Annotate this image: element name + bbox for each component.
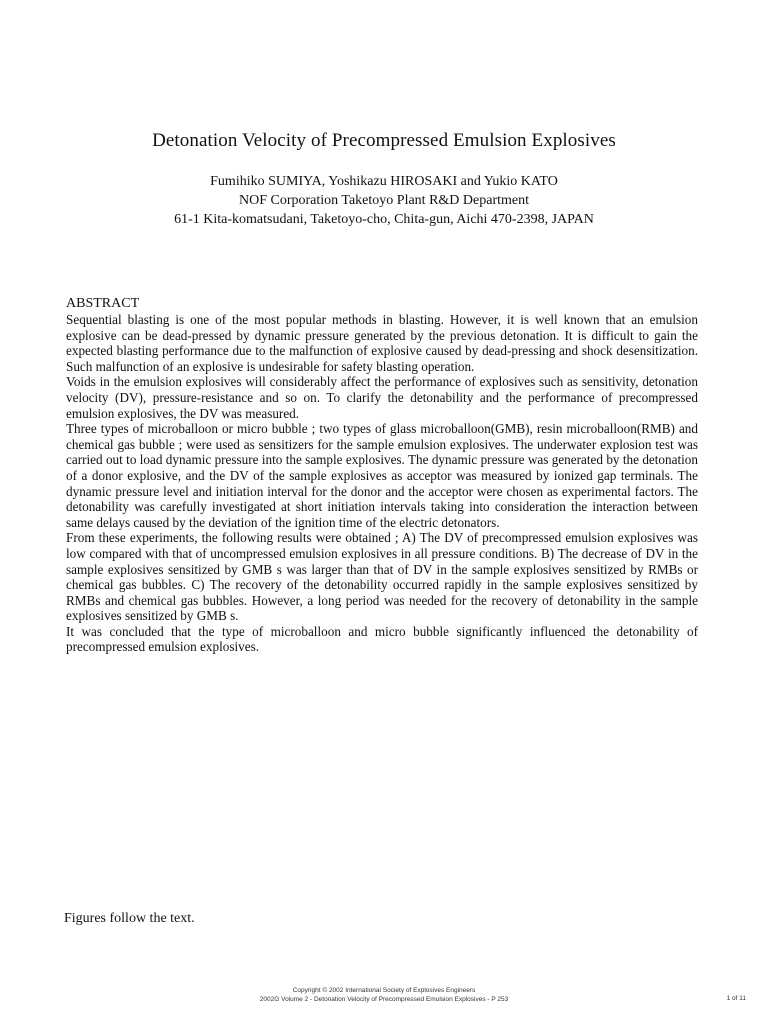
abstract-paragraph: Three types of microballoon or micro bubble ; two types of glass microballoon(GMB), resin microballoon(RMB) and chemical gas bubble ; were used as sensitizers for the sample emulsion explosives. The underwater explosion test was carried out to load dynamic pressure into the sample explosives. The dynamic pressure was generated by the detonation of a donor explosive, and the DV of the sample explosives as acceptor was measured by ionized gap terminals. The dynamic pressure level and initiation interval for the donor and the acceptor were chosen as experimental factors. The detonability was carefully investigated at short initiation intervals taking into consideration the interaction between same delays caused by the deviation of the ignition time of the electric detonators. bbox=[66, 421, 698, 530]
abstract-paragraph: From these experiments, the following results were obtained ; A) The DV of precompressed emulsion explosives was low compared with that of uncompressed emulsion explosives in all pressure conditions. B) The decrease of DV in the sample explosives sensitized by GMB s was larger than that of DV in the sample explosives sensitized by RMBs or chemical gas bubbles. C) The recovery of the detonability occurred rapidly in the sample explosives sensitized by RMBs and chemical gas bubbles. However, a long period was needed for the recovery of detonability in the sample explosives sensitized by GMB s. bbox=[66, 530, 698, 624]
abstract-paragraph: Sequential blasting is one of the most popular methods in blasting. However, it is well known that an emulsion explosive can be dead-pressed by dynamic pressure generated by the previous detonation. It is difficult to gain the expected blasting performance due to the malfunction of explosive caused by dead-pressing and shock desensitization. Such malfunction of an explosive is undesirable for safety blasting operation. bbox=[66, 312, 698, 374]
figures-note: Figures follow the text. bbox=[64, 911, 195, 926]
abstract-section bbox=[66, 296, 698, 655]
page-footer bbox=[0, 986, 768, 1004]
page-number: 1 of 11 bbox=[726, 995, 746, 1002]
author-address: 61-1 Kita-komatsudani, Taketoyo-cho, Chita-gun, Aichi 470-2398, JAPAN bbox=[174, 212, 594, 227]
abstract-paragraph: Voids in the emulsion explosives will considerably affect the performance of explosives such as sensitivity, detonation velocity (DV), pressure-resistance and so on. To clarify the detonability and the performance of precompressed emulsion explosives, the DV was measured. bbox=[66, 374, 698, 421]
author-names: Fumihiko SUMIYA, Yoshikazu HIROSAKI and Yukio KATO bbox=[210, 174, 558, 189]
footer-copyright: Copyright © 2002 International Society of Explosives Engineers bbox=[292, 987, 476, 994]
author-block bbox=[0, 172, 768, 229]
abstract-paragraph: It was concluded that the type of microballoon and micro bubble significantly influenced the detonability of precompressed emulsion explosives. bbox=[66, 623, 698, 655]
footer-citation: 2002G Volume 2 - Detonation Velocity of Precompressed Emulsion Explosives - P 253 bbox=[259, 996, 509, 1003]
paper-title: Detonation Velocity of Precompressed Emulsion Explosives bbox=[152, 130, 616, 151]
abstract-heading: ABSTRACT bbox=[66, 296, 140, 311]
author-affiliation: NOF Corporation Taketoyo Plant R&D Department bbox=[238, 193, 529, 208]
